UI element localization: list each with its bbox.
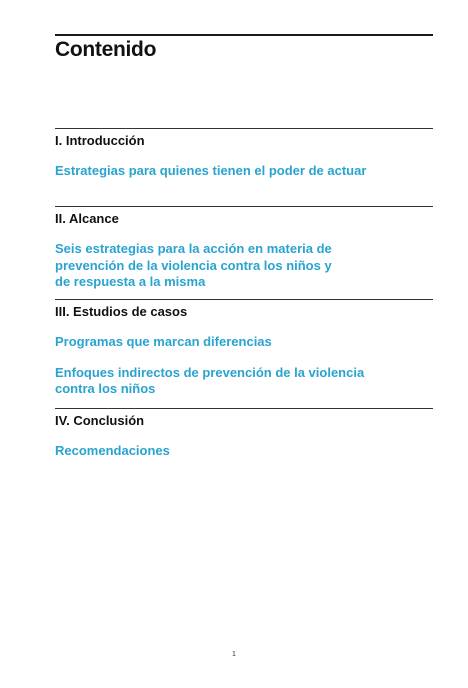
section-heading-conclusion: IV. Conclusión: [55, 413, 145, 428]
toc-link-enfoques-indirectos[interactable]: Enfoques indirectos de prevención de la violencia contra los niños: [55, 364, 365, 396]
section-heading-alcance: II. Alcance: [55, 211, 119, 226]
section-divider: [55, 408, 433, 409]
toc-section-estudios-de-casos: [55, 299, 433, 398]
section-heading-introduccion: I. Introducción: [55, 133, 145, 148]
toc-link-estrategias[interactable]: Estrategias para quienes tienen el poder de actuar: [55, 163, 367, 178]
toc-section-introduccion: [55, 128, 433, 180]
page-title: Contenido: [55, 38, 157, 61]
toc-section-conclusion: [55, 408, 433, 460]
toc-link-programas[interactable]: Programas que marcan diferencias: [55, 334, 272, 349]
toc-link-recomendaciones[interactable]: Recomendaciones: [55, 443, 170, 458]
toc-section-alcance: [55, 206, 433, 291]
section-heading-estudios-de-casos: III. Estudios de casos: [55, 304, 188, 319]
page-number: 1: [232, 651, 236, 658]
section-divider: [55, 206, 433, 207]
title-top-rule: [55, 34, 433, 36]
section-divider: [55, 299, 433, 300]
section-divider: [55, 128, 433, 129]
toc-link-seis-estrategias[interactable]: Seis estrategias para la acción en materia de prevención de la violencia contra los niños y de respuesta a la misma: [55, 241, 332, 289]
